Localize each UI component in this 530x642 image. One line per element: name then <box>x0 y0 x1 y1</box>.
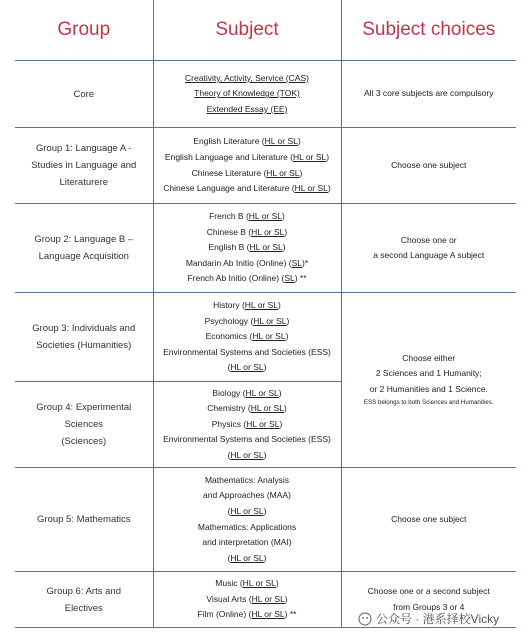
subject-level-link[interactable]: Theory of Knowledge (TOK) <box>194 88 300 99</box>
subject-text: )* <box>302 257 309 268</box>
subject-level-link[interactable]: HL or SL <box>264 136 298 147</box>
subject-text: Chinese Language and Literature ( <box>163 183 295 194</box>
subject-text: Chemistry ( <box>207 403 251 414</box>
subjects-cell <box>153 468 341 572</box>
subject-text: ( <box>227 552 231 563</box>
subject-text: Physics ( <box>211 418 247 429</box>
subject-item <box>158 298 337 314</box>
group-cell <box>15 128 153 204</box>
subject-level-link[interactable]: HL or SL <box>230 362 264 373</box>
subject-item <box>158 240 337 256</box>
subject-text: French B ( <box>209 211 249 222</box>
choice-text: Choose one or a second subject <box>367 586 490 596</box>
subject-text: Biology ( <box>212 387 246 398</box>
choice-cell <box>341 61 516 128</box>
subject-item <box>158 209 337 225</box>
header-subject: Subject <box>153 0 341 61</box>
group-cell <box>15 382 153 468</box>
subject-item <box>158 386 337 402</box>
subject-text: ) <box>263 449 267 460</box>
subject-level-link[interactable]: HL or SL <box>293 151 327 162</box>
subject-level-link[interactable]: Extended Essay (EE) <box>206 103 288 114</box>
subject-text: ) <box>278 300 281 311</box>
subject-level-link[interactable]: HL or SL <box>230 449 264 460</box>
subjects-cell <box>153 204 341 293</box>
subject-text: Chinese Literature ( <box>191 167 267 178</box>
watermark-text: 公众号 · 港系择校Vicky <box>376 612 500 626</box>
subject-item <box>158 401 337 417</box>
subject-text: and interpretation (MAI) <box>202 537 292 548</box>
choice-note: ESS belongs to both Sciences and Humanities. <box>363 399 494 407</box>
group-name: Studies in Language and <box>31 160 137 171</box>
choice-text: 2 Sciences and 1 Humanity; <box>375 368 482 379</box>
table-row <box>15 468 516 572</box>
subject-text: ) <box>285 331 289 342</box>
subject-item <box>158 256 337 272</box>
subject-text: Psychology ( <box>204 315 254 326</box>
group-cell <box>15 572 153 628</box>
header-row <box>15 0 516 61</box>
subject-level-link[interactable]: HL or SL <box>244 300 279 311</box>
table-row <box>15 128 516 204</box>
subjects-cell <box>153 572 341 628</box>
choice-cell <box>341 293 516 468</box>
group-name: Societies (Humanities) <box>36 340 132 351</box>
subject-text: Mathematics: Applications <box>197 521 297 532</box>
wechat-icon <box>358 612 372 626</box>
subjects-cell <box>153 382 341 468</box>
header-group: Group <box>15 0 153 61</box>
ib-subjects-table <box>15 0 516 628</box>
subject-level-link[interactable]: HL or SL <box>248 211 283 222</box>
subject-text: ) <box>297 136 301 147</box>
subject-level-link[interactable]: HL or SL <box>246 418 280 429</box>
choice-text: Choose one or <box>400 234 457 245</box>
subject-text: Economics ( <box>205 331 253 342</box>
choice-cell <box>341 128 516 204</box>
subject-text: ( <box>227 505 231 516</box>
subject-item <box>158 102 337 118</box>
subject-level-link[interactable]: HL or SL <box>230 505 264 516</box>
subject-level-link[interactable]: HL or SL <box>294 183 328 194</box>
subject-item <box>158 432 337 448</box>
subject-text: Environmental Systems and Societies (ESS) <box>163 346 331 357</box>
subject-level-link[interactable]: HL or SL <box>251 593 285 604</box>
subject-text: ) <box>326 151 330 162</box>
subject-item <box>158 473 337 489</box>
subject-text: ) <box>275 578 279 589</box>
subject-text: ) <box>279 418 283 429</box>
subject-item <box>158 360 337 376</box>
group-name: Group 3: Individuals and <box>32 323 136 334</box>
choice-text: All 3 core subjects are compulsory <box>364 88 494 99</box>
subject-item <box>158 504 337 520</box>
subject-text: ) <box>327 183 331 194</box>
subject-text: ) <box>282 242 286 253</box>
subject-text: Mandarin Ab Initio (Online) ( <box>185 257 292 268</box>
group-name: Group 4: Experimental <box>36 402 132 413</box>
subject-text: ) <box>283 403 287 414</box>
subject-text: Music ( <box>215 578 243 589</box>
subject-level-link[interactable]: HL or SL <box>251 226 285 237</box>
group-name: Group 6: Arts and <box>46 585 121 597</box>
subjects-cell <box>153 293 341 382</box>
subject-item <box>158 329 337 345</box>
choice-cell <box>341 468 516 572</box>
subject-text: Mathematics: Analysis <box>204 474 290 485</box>
subject-level-link[interactable]: HL or SL <box>249 242 283 253</box>
subject-text: Chinese B ( <box>206 226 252 237</box>
choice-text: Choose one subject <box>391 159 467 170</box>
subject-item <box>158 417 337 433</box>
subject-item <box>158 166 337 182</box>
subject-text: ) <box>263 552 267 563</box>
group-name: Core <box>73 88 95 100</box>
subject-text: English B ( <box>208 242 250 253</box>
subject-text: Film (Online) ( <box>197 609 252 620</box>
subject-text: English Language and Literature ( <box>164 151 293 162</box>
choice-text: from Groups 3 or 4 <box>393 601 465 612</box>
subject-item <box>158 86 337 102</box>
subject-level-link[interactable]: HL or SL <box>250 403 284 414</box>
subject-item <box>158 345 337 361</box>
table-row <box>15 293 516 382</box>
subject-item <box>158 448 337 464</box>
group-name: Electives <box>64 602 103 614</box>
subject-level-link[interactable]: HL or SL <box>245 387 279 398</box>
subject-level-link[interactable]: SL <box>291 257 303 268</box>
choice-text: a second Language A subject <box>373 250 485 260</box>
subject-text: ) <box>263 505 267 516</box>
subject-text: ( <box>227 362 231 373</box>
header-subject-choices: Subject choices <box>341 0 516 61</box>
subject-level-link[interactable]: HL or SL <box>252 331 286 342</box>
group-name: Group 1: Language A - <box>35 143 132 154</box>
subject-text: ) <box>284 593 288 604</box>
subject-item <box>158 150 337 166</box>
subject-item <box>158 607 337 623</box>
subject-level-link[interactable]: HL or SL <box>266 167 300 178</box>
group-cell <box>15 468 153 572</box>
subject-level-link[interactable]: HL or SL <box>230 552 264 563</box>
group-name: Group 5: Mathematics <box>37 514 131 525</box>
subject-item <box>158 314 337 330</box>
group-name: (Sciences) <box>61 436 107 447</box>
subject-level-link[interactable]: Creativity, Activity, Service (CAS) <box>185 72 309 83</box>
subject-item <box>158 225 337 241</box>
group-cell <box>15 204 153 293</box>
group-name: Sciences <box>64 419 104 430</box>
subject-text: ) <box>284 226 288 237</box>
group-cell <box>15 293 153 382</box>
table-row <box>15 61 516 128</box>
table-row <box>15 204 516 293</box>
subject-text: ) <box>286 315 290 326</box>
subject-text: ) <box>282 211 285 222</box>
subject-text: Environmental Systems and Societies (ESS) <box>163 434 331 445</box>
subject-item <box>158 592 337 608</box>
subject-item <box>158 71 337 87</box>
group-name: Group 2: Language B – <box>34 234 134 245</box>
group-name: Literaturere <box>59 177 109 188</box>
group-cell <box>15 61 153 128</box>
subject-level-link[interactable]: SL <box>284 273 295 284</box>
watermark <box>358 610 499 627</box>
subject-item <box>158 488 337 504</box>
subject-item <box>158 271 337 287</box>
choice-cell <box>341 204 516 293</box>
subject-text: History ( <box>213 300 245 311</box>
subjects-cell <box>153 61 341 128</box>
subject-item <box>158 134 337 150</box>
subject-text: ( <box>227 449 231 460</box>
subject-item <box>158 520 337 536</box>
subject-text: ) <box>278 387 282 398</box>
subjects-cell <box>153 128 341 204</box>
subject-level-link[interactable]: HL or SL <box>253 315 287 326</box>
subject-text: Visual Arts ( <box>206 593 252 604</box>
subject-level-link[interactable]: HL or SL <box>242 578 276 589</box>
subject-text: ) ** <box>294 273 307 284</box>
choice-text: Choose one subject <box>391 513 467 524</box>
group-name: Language Acquisition <box>38 251 129 262</box>
subject-level-link[interactable]: HL or SL <box>251 609 285 620</box>
subject-item <box>158 551 337 567</box>
subject-item <box>158 535 337 551</box>
subject-text: and Approaches (MAA) <box>203 490 291 501</box>
choice-text: Choose either <box>402 352 456 363</box>
subject-text: ) ** <box>284 609 297 620</box>
subject-item <box>158 576 337 592</box>
choice-text: or 2 Humanities and 1 Science. <box>369 383 488 394</box>
subject-text: ) <box>299 167 303 178</box>
subject-text: French Ab Initio (Online) ( <box>187 273 285 284</box>
subject-text: English Literature ( <box>193 136 265 147</box>
subject-item <box>158 181 337 197</box>
subject-text: ) <box>263 362 267 373</box>
